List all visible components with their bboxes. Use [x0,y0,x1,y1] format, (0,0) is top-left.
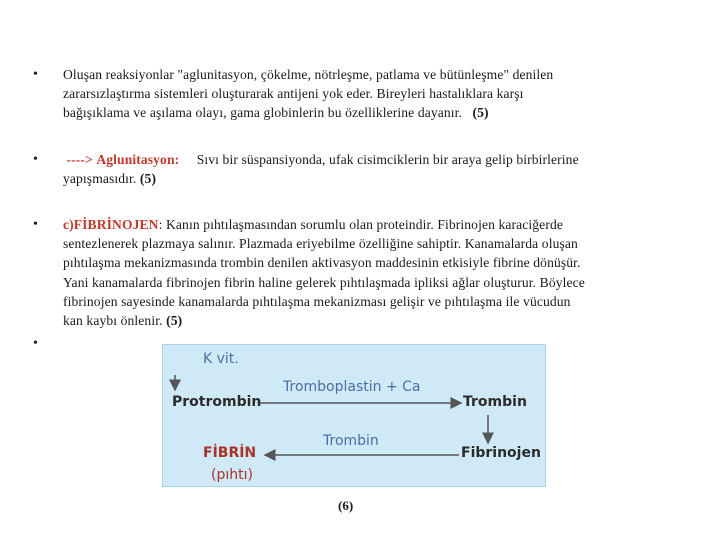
paragraph-aglunitasyon [63,150,678,188]
figure-number: (6) [338,498,354,513]
label-fibrinojen: Fibrinojen [461,445,541,461]
p2-definition-2: yapışmasıdır. [63,171,137,187]
p3-colon: : [158,217,163,232]
p1-line-3-text: bağışıklama ve aşılama olayı, gama globinlerin bu özelliklerine dayanır. [63,105,463,121]
label-protrombin: Protrombin [172,394,262,410]
p2-score: (5) [139,171,157,187]
p3-line-4: Yani kanamalarda fibrinojen fibrin haline gelerek pıhtılaşmada ipliksi ağlar oluşturur. Böylece [63,274,585,290]
p2-line-1 [63,150,678,169]
paragraph-reactions [63,65,678,123]
p3-term: c)FİBRİNOJEN [63,217,159,232]
p3-line-5: fibrinojen sayesinde kanamalarda pıhtılaşma mekanizması gelişir ve pıhtılaşma ile vücudun [63,293,571,309]
bullet-1: • [33,67,38,82]
label-trombin-mid: Trombin [323,433,379,449]
p3-line-2: sentezlenerek plazmaya salınır. Plazmada eriyebilme özelliğine sahiptir. Kanamalarda oluşan [63,236,578,252]
p2-definition-1: Sıvı bir süspansiyonda, ufak cisimciklerin bir araya gelip birbirlerine [196,152,579,167]
label-pihti: (pıhtı) [211,467,253,483]
p1-line-2: zararsızlaştırma sistemleri oluşturarak antijeni yok eder. Bireyleri hastalıklara karşı [63,86,524,102]
p1-score: (5) [472,105,489,121]
p3-line-1 [63,215,678,234]
p2-line-2 [63,169,678,188]
label-trombin-top: Trombin [463,394,527,410]
p2-arrow: ----> [66,152,93,167]
bullet-4: • [33,336,38,351]
coagulation-diagram [162,344,546,487]
p3-score: (5) [166,313,183,329]
p1-line-1: Oluşan reaksiyonlar "aglunitasyon, çökelme, nötrleşme, patlama ve bütünleşme" denilen [63,67,554,82]
p2-term: Aglunitasyon: [96,152,180,167]
paragraph-fibrinojen [63,215,678,330]
p3-line-1-text: Kanın pıhtılaşmasından sorumlu olan proteindir. Fibrinojen karaciğerde [166,217,563,232]
p3-line-3: pıhtılaşma mekanizmasında trombin denilen aktivasyon maddesinin etkisiyle fibrine dönüşür. [63,255,581,271]
bullet-2: • [33,152,38,167]
label-tromboplastin-ca: Tromboplastin + Ca [283,379,421,395]
bullet-3: • [33,217,38,232]
p3-line-6-text: kan kaybı önlenir. [63,313,163,329]
p3-line-6 [63,311,678,330]
label-fibrin: FİBRİN [203,445,257,461]
p1-line-3 [63,103,678,122]
label-k-vit: K vit. [203,351,239,367]
